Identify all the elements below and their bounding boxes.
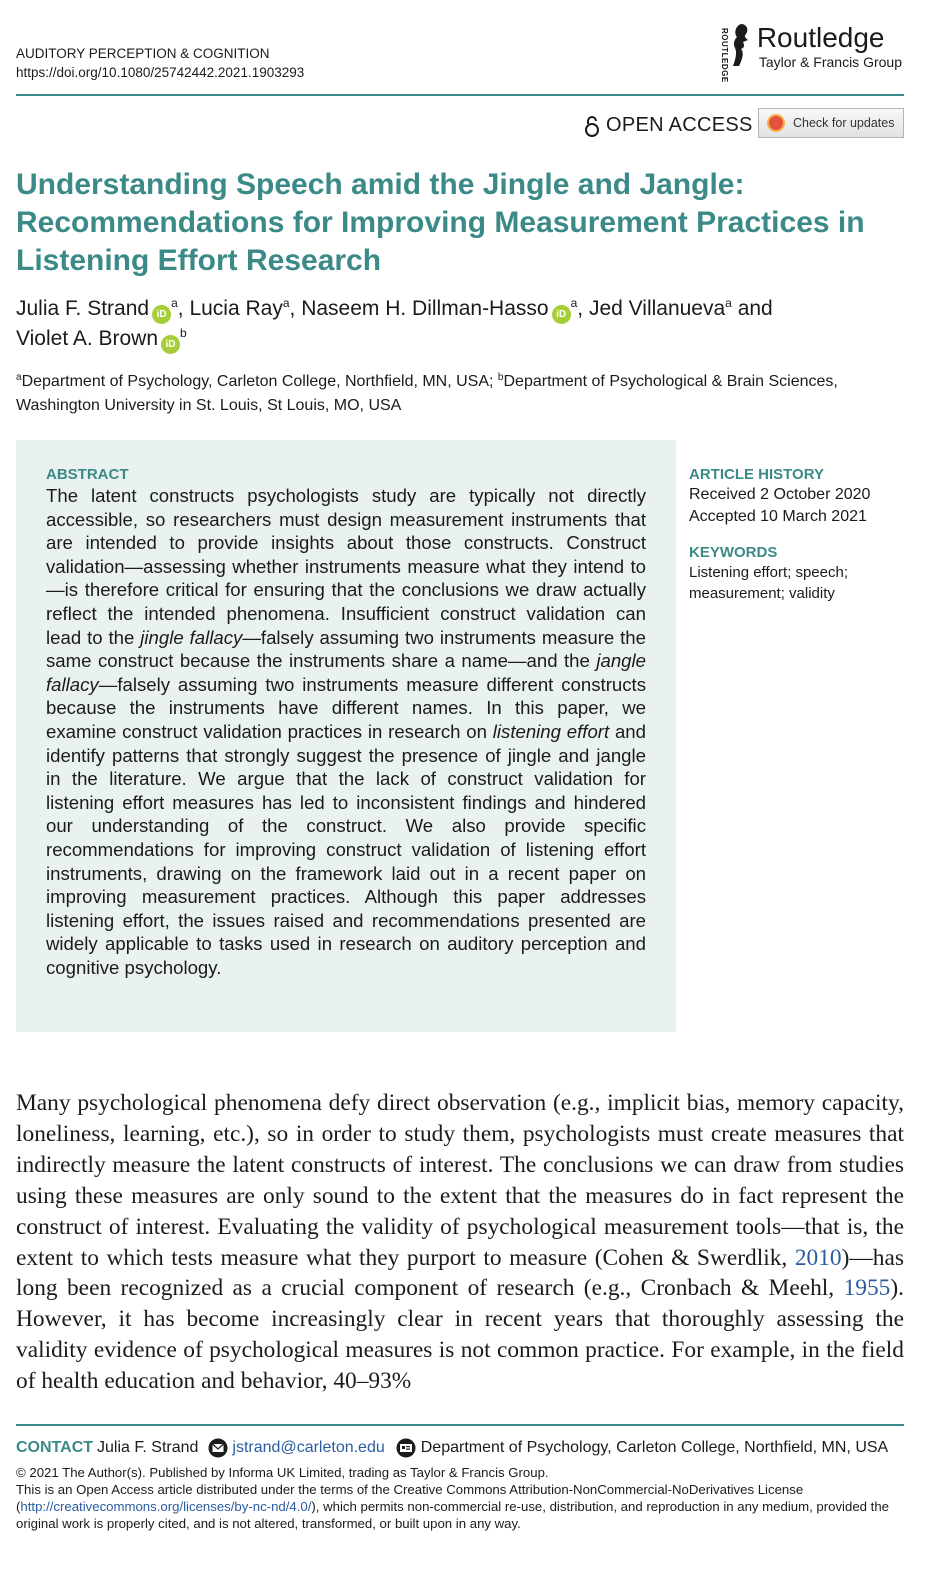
keywords-heading: KEYWORDS xyxy=(689,544,778,561)
author-separator: , xyxy=(177,297,190,320)
received-date: Received 2 October 2020 xyxy=(689,486,871,503)
logo-name: Routledge xyxy=(756,22,885,53)
logo-vertical-text: ROUTLEDGE xyxy=(719,28,729,83)
author-list xyxy=(16,294,906,354)
license-footer xyxy=(16,1464,906,1532)
license-text xyxy=(16,1481,906,1532)
author-separator: , xyxy=(577,297,589,320)
envelope-icon xyxy=(208,1438,228,1458)
contact-address: Department of Psychology, Carleton College, Northfield, MN, USA xyxy=(420,1439,889,1456)
doi-link[interactable]: https://doi.org/10.1080/25742442.2021.1903293 xyxy=(16,65,305,80)
publisher-logo xyxy=(720,22,902,83)
author-separator: and xyxy=(731,297,773,320)
address-card-icon xyxy=(395,1438,417,1458)
check-for-updates-button[interactable] xyxy=(758,108,904,138)
contact-label: CONTACT xyxy=(16,1439,94,1456)
abstract-term: listening effort xyxy=(492,720,610,742)
body-text: Many psychological phenomena defy direct observation (e.g., implicit bias, memory capacity, loneliness, learning, etc.), so in order to study them, psychologists must create measures that indirectly measure the latent constructs of interest. The conclusions we can draw from studies using these measures are only sound to the extent that the measures do in fact represent the construct of interest. Evaluating the validity of psychological measurement tools—that is, the extent to which tests measure what they purport to measure (Cohen & Swerdlik, xyxy=(16,1090,904,1271)
journal-name: AUDITORY PERCEPTION & COGNITION xyxy=(16,46,270,61)
citation-link[interactable]: 2010 xyxy=(794,1244,842,1271)
crossmark-icon xyxy=(767,114,785,132)
abstract-segment: and identify patterns that strongly suggest the presence of jingle and jangle in the literature. We argue that the lack of construct validation for listening effort measures has led to inconsistent findings and hindered our understanding of the construct. We also provide specific recommendations for improving construct validation of listening effort instruments, drawing on the framework laid out in a recent paper on improving measurement practices. Although this paper addresses listening effort, the issues raised and recommendations presented are widely applicable to tasks used in research on auditory perception and cognitive psychology. xyxy=(46,720,646,978)
open-access-badge xyxy=(584,114,753,137)
abstract-segment: The latent constructs psychologists study are typically not directly accessible, so researchers must design measurement instruments that are intended to provide insights about those constructs. Construct validation—assessing whether instruments measure what they intend to—is therefore critical for ensuring that the conclusions we draw actually reflect the intended phenomena. Insufficient construct validation can lead to the xyxy=(46,485,646,648)
affil-b: Department of Psychological & Brain Sciences, Washington University in St. Louis, St Louis, MO, USA xyxy=(16,373,838,414)
header-rule xyxy=(16,94,904,96)
contact-line xyxy=(16,1437,906,1459)
running-header xyxy=(16,44,304,82)
author-name: Naseem H. Dillman-Hasso xyxy=(301,297,549,320)
author-affil-sup: a xyxy=(171,296,178,310)
license-segment: This is an Open Access article distributed under the terms of the Creative Commons Attribution-NonCommercial-NoDerivatives License ( xyxy=(16,1482,804,1514)
affil-a-sup: a xyxy=(16,372,22,383)
footer-rule xyxy=(16,1424,904,1426)
abstract-segment: —falsely assuming two instruments measure the same construct because the instruments share a name—and the xyxy=(46,626,646,672)
accepted-date: Accepted 10 March 2021 xyxy=(689,508,867,525)
orcid-icon[interactable]: iD xyxy=(552,305,571,324)
abstract-heading: ABSTRACT xyxy=(46,466,129,483)
abstract-box xyxy=(16,440,676,1032)
contact-email[interactable]: jstrand@carleton.edu xyxy=(232,1439,385,1456)
author-name: Julia F. Strand xyxy=(16,297,150,320)
author-name: Violet A. Brown xyxy=(16,327,159,350)
check-for-updates-label: Check for updates xyxy=(793,116,895,130)
abstract-segment: —falsely assuming two instruments measure different constructs because the instruments have different names. In this paper, we examine construct validation practices in research on xyxy=(46,673,646,742)
orcid-icon[interactable]: iD xyxy=(161,335,180,354)
copyright-line: © 2021 The Author(s). Published by Informa UK Limited, trading as Taylor & Francis Group. xyxy=(16,1465,549,1480)
affiliations xyxy=(16,370,906,418)
logo-subtitle: Taylor & Francis Group xyxy=(758,54,902,70)
article-info-sidebar xyxy=(689,466,909,604)
body-text: )—has long been recognized as a crucial component of research (e.g., Cronbach & Meehl, xyxy=(16,1244,904,1302)
article-history-heading: ARTICLE HISTORY xyxy=(689,466,825,483)
author-affil-sup: a xyxy=(282,296,290,310)
open-lock-icon xyxy=(584,115,600,137)
body-paragraph xyxy=(16,1088,904,1397)
contact-name: Julia F. Strand xyxy=(97,1439,199,1456)
author-name: Lucia Ray xyxy=(189,297,283,320)
author-affil-sup: b xyxy=(180,326,187,340)
license-segment: ), which permits non-commercial re-use, distribution, and reproduction in any medium, provided the original work is properly cited, and is not altered, transformed, or built upon in any way. xyxy=(16,1499,889,1531)
author-name: Jed Villanueva xyxy=(588,297,726,320)
author-separator: , xyxy=(289,297,302,320)
keywords-list: Listening effort; speech; measurement; validity xyxy=(689,564,848,602)
open-access-label: OPEN ACCESS xyxy=(606,114,753,136)
article-title: Understanding Speech amid the Jingle and Jangle: Recommendations for Improving Measurement Practices in Listening Effort Research xyxy=(16,168,865,277)
body-text: ). However, it has become increasingly clear in recent years that thoroughly assessing the validity evidence of psychological measures is not common practice. For example, in the field of health education and behavior, 40–93% xyxy=(16,1275,904,1395)
abstract-text xyxy=(46,484,646,979)
orcid-icon[interactable]: iD xyxy=(152,305,171,324)
author-affil-sup: a xyxy=(570,296,578,310)
affil-a: Department of Psychology, Carleton College, Northfield, MN, USA; xyxy=(21,373,498,390)
affil-b-sup: b xyxy=(497,372,504,383)
author-affil-sup: a xyxy=(725,296,732,310)
citation-link[interactable]: 1955 xyxy=(843,1275,891,1302)
abstract-term: jingle fallacy xyxy=(140,626,243,648)
routledge-profile-icon xyxy=(731,22,751,68)
abstract-term: jangle fallacy xyxy=(46,650,646,695)
license-link[interactable]: http://creativecommons.org/licenses/by-nc-nd/4.0/ xyxy=(20,1499,312,1514)
